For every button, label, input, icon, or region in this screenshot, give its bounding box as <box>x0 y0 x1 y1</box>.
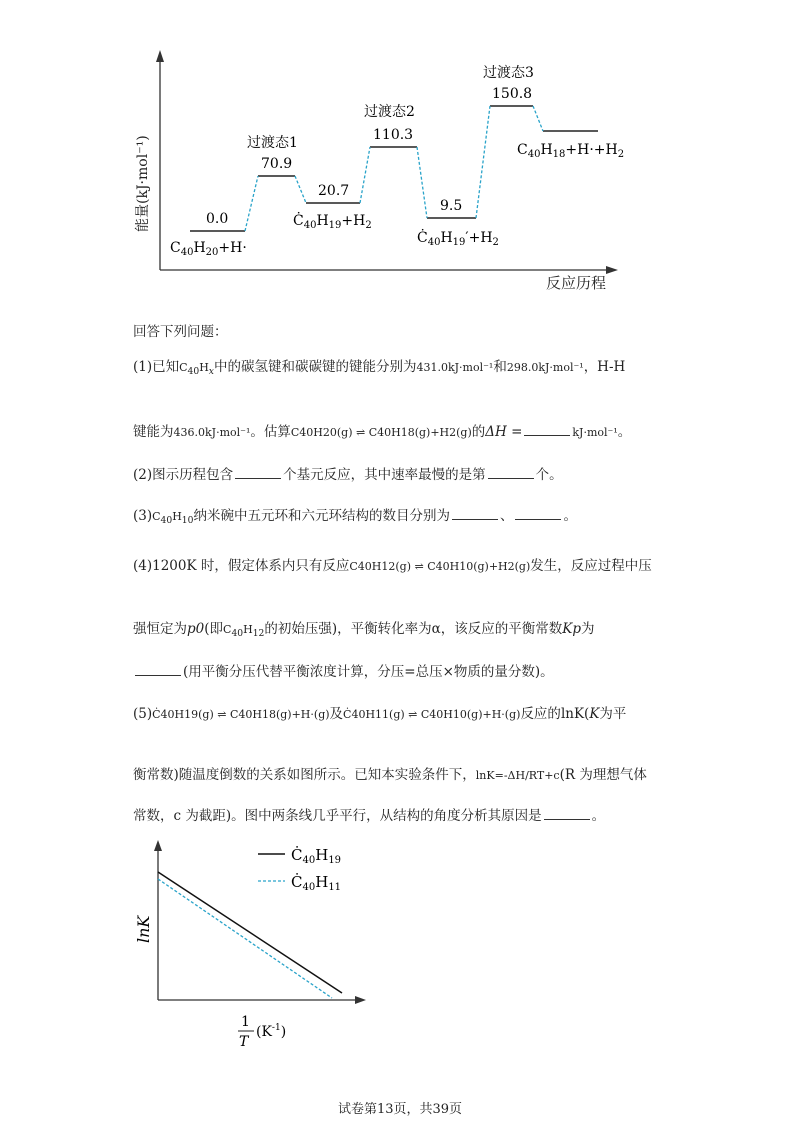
q5-line3: 常数，c 为截距)。图中两条线几乎平行，从结构的角度分析其原因是 。 <box>133 808 606 824</box>
energy-diagram <box>120 40 640 302</box>
q5-reaction-1: Ċ40H19(g) ⇌ C40H18(g)+H·(g) <box>152 708 330 721</box>
species-int1: $Ċ_{40}H_{19}+H_2$ <box>293 213 372 231</box>
lnk-xlabel <box>238 1014 286 1050</box>
q3-line: $(3)C_{40}H_{10}$纳米碗中五元环和六元环结构的数目分别为 、 。 <box>133 508 577 527</box>
p0-symbol: p0 <box>187 621 205 637</box>
formula-c40h12: $C_{40}H_{12}$ <box>223 623 265 640</box>
q4-line3: (用平衡分压代替平衡浓度计算，分压=总压×物质的量分数)。 <box>133 663 554 681</box>
q4-reaction: C40H12(g) ⇌ C40H10(g)+H2(g) <box>349 560 531 573</box>
ts3-label: 过渡态3 <box>483 65 534 81</box>
q3-blank-1[interactable] <box>452 507 498 520</box>
species-int2: $Ċ_{40}H_{19}'+H_2$ <box>417 230 499 248</box>
lnk-chart <box>125 835 405 1055</box>
q4-line1: (4)1200K 时，假定体系内只有反应C40H12(g) ⇌ C40H10(g)+H2(g)发生，反应过程中压 <box>133 558 652 574</box>
svg-text:1: 1 <box>241 1014 250 1030</box>
lnk-y-arrow <box>154 840 162 851</box>
legend-label-c40h19: $Ċ_{40}H_{19}$ <box>291 846 342 866</box>
series-line-c40h11 <box>158 879 332 998</box>
level-value-ts3: 150.8 <box>492 86 533 102</box>
q4-line2: 强恒定为p0(即$C_{40}H_{12}$的初始压强)，平衡转化率为α，该反应的平衡常数Kp为 <box>133 621 595 640</box>
q1-answer-blank[interactable] <box>524 423 570 436</box>
level-value-0: 0.0 <box>206 211 229 227</box>
q2-blank-1[interactable] <box>235 466 281 479</box>
level-value-int1: 20.7 <box>318 183 350 199</box>
q4-blank[interactable] <box>135 663 181 676</box>
energy-ylabel: 能量(kJ·mol⁻¹) <box>135 135 151 232</box>
energy-x-arrow <box>606 266 618 274</box>
svg-text:T: T <box>239 1034 249 1050</box>
q1-line1: (1)已知$C_{40}H_x$中的碳氢键和碳碳键的键能分别为431.0kJ·mol⁻¹和298.0kJ·mol⁻¹，H-H <box>133 359 626 378</box>
svg-text:(K-1): $(K^{-1})$ <box>256 1023 287 1040</box>
q5-line1: (5)Ċ40H19(g) ⇌ C40H18(g)+H·(g)及Ċ40H11(g) ⇌ C40H10(g)+H·(g)反应的lnK(K为平 <box>133 706 627 722</box>
q1-line2: 键能为436.0kJ·mol⁻¹。估算C40H20(g) ⇌ C40H18(g)+H2(g)的ΔH = kJ·mol⁻¹。 <box>133 424 632 440</box>
q1-reaction: C40H20(g) ⇌ C40H18(g)+H2(g) <box>290 426 472 439</box>
species-reactant: $C_{40}H_{20}+H\cdot$ <box>170 240 247 258</box>
q5-line2: 衡常数)随温度倒数的关系如图所示。已知本实验条件下，lnK=-ΔH/RT+c(R 为理想气体 <box>133 767 647 783</box>
page-footer: 试卷第13页，共39页 <box>337 1102 463 1117</box>
species-product: $C_{40}H_{18}+H\cdot+H_2$ <box>517 142 625 160</box>
energy-y-arrow <box>156 50 164 62</box>
q2-line: (2)图示历程包含 个基元反应，其中速率最慢的是第 个。 <box>133 467 563 483</box>
formula-c40hx: $C_{40}H_x$ <box>179 361 214 378</box>
lnk-ylabel: lnK <box>134 915 153 943</box>
level-value-ts2: 110.3 <box>373 127 414 143</box>
q5-blank[interactable] <box>544 807 590 820</box>
level-value-ts1: 70.9 <box>261 156 293 172</box>
q5-formula: lnK=-ΔH/RT+c <box>475 769 560 782</box>
formula-c40h10: $C_{40}H_{10}$ <box>152 510 194 527</box>
ts1-label: 过渡态1 <box>247 135 298 151</box>
q2-blank-2[interactable] <box>488 466 534 479</box>
level-value-int2: 9.5 <box>440 198 463 214</box>
ts2-label: 过渡态2 <box>364 104 415 120</box>
q3-blank-2[interactable] <box>515 507 561 520</box>
q5-reaction-2: Ċ40H11(g) ⇌ C40H10(g)+H·(g) <box>343 708 521 721</box>
lnk-x-arrow <box>355 996 366 1004</box>
kp-symbol: Kp <box>562 621 581 637</box>
energy-xlabel: 反应历程 <box>546 274 607 292</box>
intro-line: 回答下列问题： <box>133 324 228 340</box>
legend-label-c40h11: $Ċ_{40}H_{11}$ <box>291 873 342 893</box>
